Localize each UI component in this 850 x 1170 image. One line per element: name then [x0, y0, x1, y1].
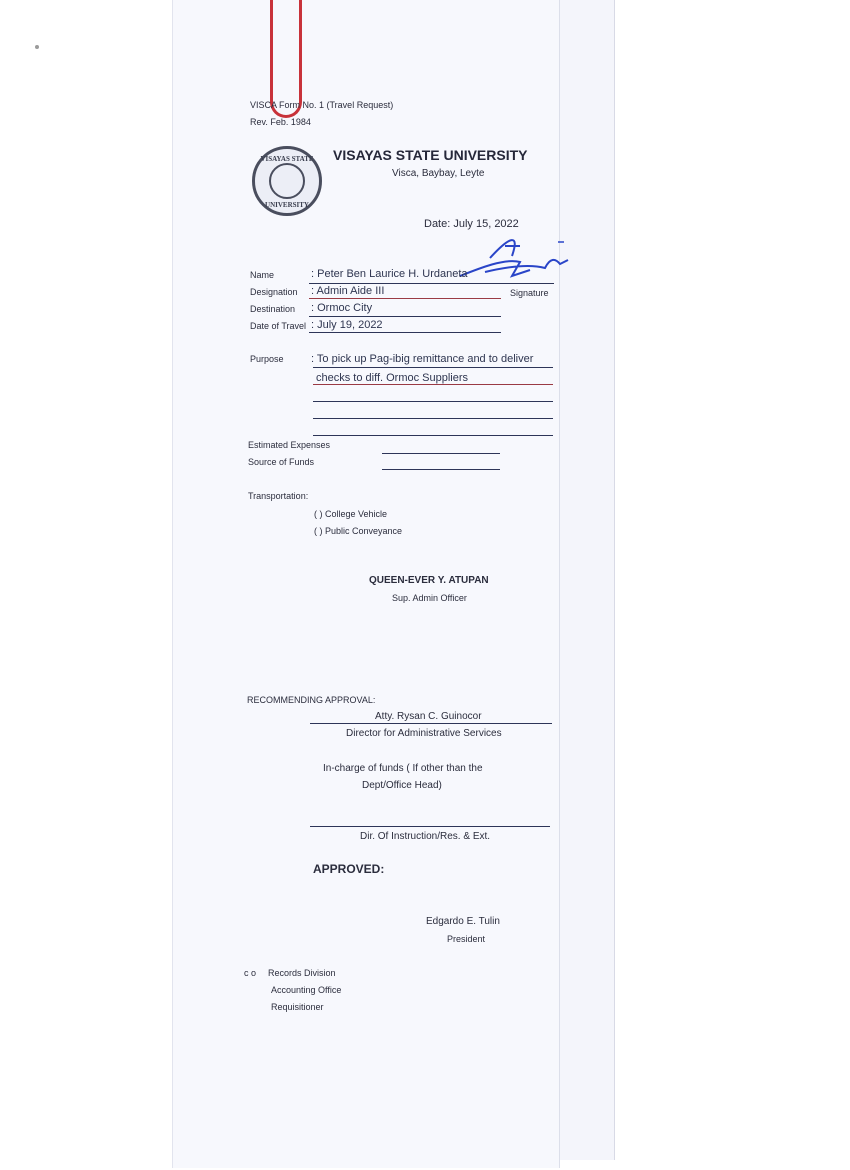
cc-records-division: Records Division: [268, 968, 336, 978]
recommending-approval-label: RECOMMENDING APPROVAL:: [247, 695, 376, 705]
approved-label: APPROVED:: [313, 862, 385, 876]
president-name: Edgardo E. Tulin: [426, 916, 500, 927]
purpose-underline-1: [313, 367, 553, 368]
form-number: VISCA Form No. 1 (Travel Request): [250, 100, 394, 110]
recommending-name: Atty. Rysan C. Guinocor: [375, 711, 482, 722]
funds-incharge-line-1: In-charge of funds ( If other than the: [323, 763, 483, 774]
purpose-label: Purpose: [250, 354, 284, 364]
funds-incharge-line-2: Dept/Office Head): [362, 780, 442, 791]
purpose-underline-3: [313, 401, 553, 402]
president-title: President: [447, 934, 486, 944]
director-title: Dir. Of Instruction/Res. & Ext.: [360, 831, 491, 842]
cc-accounting-office: Accounting Office: [271, 985, 342, 995]
seal-text-bottom: UNIVERSITY: [265, 201, 309, 209]
recommending-underline: [310, 723, 552, 724]
speck: [35, 45, 39, 49]
seal-emblem: [269, 163, 305, 199]
estimated-expenses-label: Estimated Expenses: [248, 440, 331, 450]
purpose-line-1: : To pick up Pag-ibig remittance and to deliver: [311, 353, 534, 365]
signature-label: Signature: [510, 288, 549, 298]
name-label: Name: [250, 270, 275, 280]
destination-value: : Ormoc City: [311, 302, 373, 314]
signature-icon: [450, 228, 570, 288]
seal-text-top: VISAYAS STATE: [260, 155, 314, 163]
name-underline: [309, 283, 554, 284]
purpose-underline-5: [313, 435, 553, 436]
college-vehicle-option: ( ) College Vehicle: [314, 509, 388, 519]
destination-label: Destination: [250, 304, 296, 314]
cc-prefix: c o: [244, 968, 257, 978]
date-of-travel-label: Date of Travel: [250, 321, 307, 331]
date-of-travel-underline: [309, 332, 501, 333]
estimated-expenses-underline: [382, 453, 500, 454]
designation-value: : Admin Aide III: [311, 285, 385, 297]
director-underline: [310, 826, 550, 827]
destination-underline: [309, 316, 501, 317]
public-conveyance-option: ( ) Public Conveyance: [314, 526, 403, 536]
university-address: Visca, Baybay, Leyte: [392, 168, 485, 179]
recommending-title: Director for Administrative Services: [346, 728, 502, 739]
purpose-line-2: checks to diff. Ormoc Suppliers: [316, 372, 469, 384]
supervisor-title: Sup. Admin Officer: [392, 593, 467, 603]
supervisor-name: QUEEN-EVER Y. ATUPAN: [369, 575, 489, 586]
university-seal-icon: [252, 146, 322, 216]
purpose-underline-2: [313, 384, 553, 385]
source-of-funds-underline: [382, 469, 500, 470]
designation-label: Designation: [250, 287, 298, 297]
university-name: VISAYAS STATE UNIVERSITY: [333, 147, 528, 163]
purpose-underline-4: [313, 418, 553, 419]
designation-underline: [309, 298, 501, 299]
transportation-label: Transportation:: [248, 491, 309, 501]
date-of-travel-value: : July 19, 2022: [311, 319, 383, 331]
name-value: : Peter Ben Laurice H. Urdaneta: [311, 268, 468, 280]
request-date: Date: July 15, 2022: [424, 218, 519, 230]
cc-requisitioner: Requisitioner: [271, 1002, 324, 1012]
travel-request-form: [172, 0, 560, 1168]
source-of-funds-label: Source of Funds: [248, 457, 315, 467]
form-revision: Rev. Feb. 1984: [250, 117, 311, 127]
